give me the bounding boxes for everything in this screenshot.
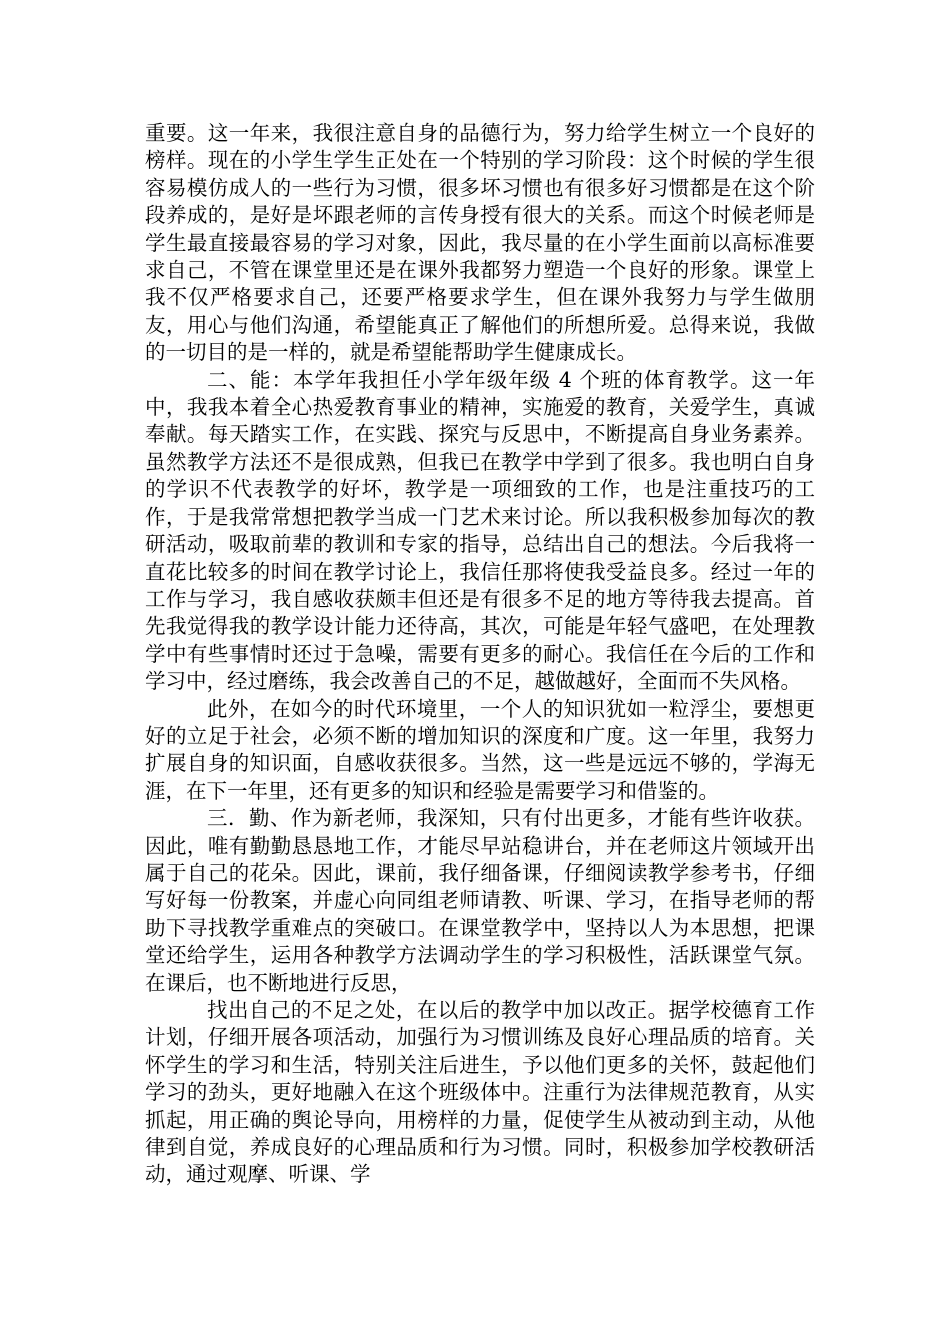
document-page: [145, 120, 815, 1189]
paragraph-knowledge: 此外，在如今的时代环境里，一个人的知识犹如一粒浮尘，要想更好的立足于社会，必须不断的增加知识的深度和广度。这一年里，我努力扩展自身的知识面，自感收获很多。当然，这一些是远远不够的，学海无涯，在下一年里，还有更多的知识和经验是需要学习和借鉴的。: [145, 696, 815, 803]
paragraph-improvement: 找出自己的不足之处，在以后的教学中加以改正。据学校德育工作计划，仔细开展各项活动，加强行为习惯训练及良好心理品质的培育。关怀学生的学习和生活，特别关注后进生，予以他们更多的关怀，鼓起他们学习的劲头，更好地融入在这个班级体中。注重行为法律规范教育，从实抓起，用正确的舆论导向，用榜样的力量，促使学生从被动到主动，从他律到自觉，养成良好的心理品质和行为习惯。同时，积极参加学校教研活动，通过观摩、听课、学: [145, 998, 815, 1187]
paragraph-morality: 重要。这一年来，我很注意自身的品德行为，努力给学生树立一个良好的榜样。现在的小学生学生正处在一个特别的学习阶段：这个时候的学生很容易模仿成人的一些行为习惯，很多坏习惯也有很多好习惯都是在这个阶段养成的，是好是坏跟老师的言传身授有很大的关系。而这个时候老师是学生最直接最容易的学习对象，因此，我尽量的在小学生面前以高标准要求自己，不管在课堂里还是在课外我都努力塑造一个良好的形象。课堂上我不仅严格要求自己，还要严格要求学生，但在课外我努力与学生做朋友，用心与他们沟通，希望能真正了解他们的所想所爱。总得来说，我做的一切目的是一样的，就是希望能帮助学生健康成长。: [145, 121, 815, 365]
paragraph-diligence: 三．勤、作为新老师，我深知，只有付出更多，才能有些许收获。因此，唯有勤勤恳恳地工作，才能尽早站稳讲台，并在老师这片领域开出属于自己的花朵。因此，课前，我仔细备课，仔细阅读教学参考书，仔细写好每一份教案，并虚心向同组老师请教、听课、学习，在指导老师的帮助下寻找教学重难点的突破口。在课堂教学中，坚持以人为本思想，把课堂还给学生，运用各种教学方法调动学生的学习积极性，活跃课堂气氛。在课后，也不断地进行反思，: [145, 806, 815, 995]
paragraph-ability: 二、能：本学年我担任小学年级年级 4 个班的体育教学。这一年中，我我本着全心热爱教育事业的精神，实施爱的教育，关爱学生，真诚奉献。每天踏实工作，在实践、探究与反思中，不断提高自身业务素养。虽然教学方法还不是很成熟，但我已在教学中学到了很多。我也明白自身的学识不代表教学的好坏，教学是一项细致的工作，也是注重技巧的工作，于是我常常想把教学当成一门艺术来讨论。所以我积极参加每次的教研活动，吸取前辈的教训和专家的指导，总结出自己的想法。今后我将一直花比较多的时间在教学讨论上，我信任那将使我受益良多。经过一年的工作与学习，我自感收获颇丰但还是有很多不足的地方等待我去提高。首先我觉得我的教学设计能力还待高，其次，可能是年轻气盛吧，在处理教学中有些事情时还过于急噪，需要有更多的耐心。我信任在今后的工作和学习中，经过磨练，我会改善自己的不足，越做越好，全面而不失风格。: [145, 367, 815, 694]
